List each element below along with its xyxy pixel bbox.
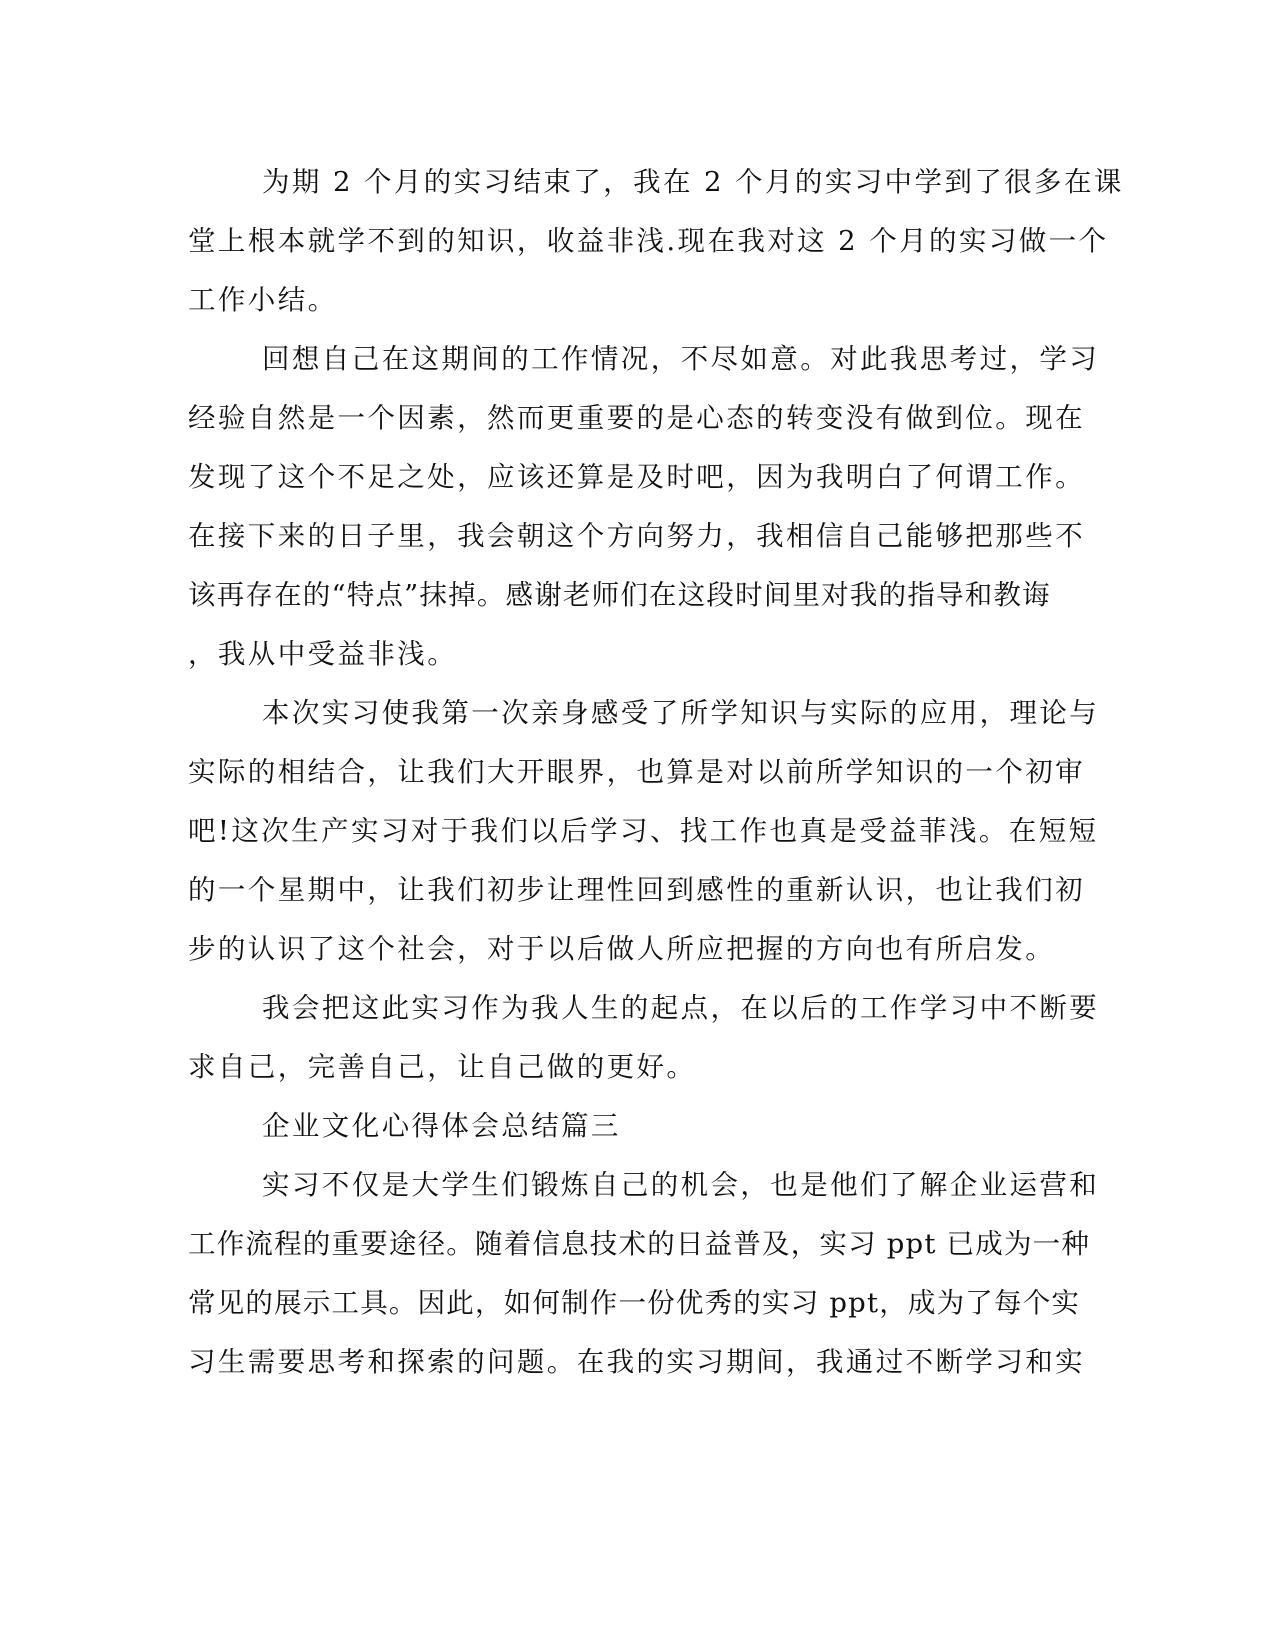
paragraph-1-line-3: 工作小结。 [188,284,338,316]
paragraph-3-line-3: 吧!这次生产实习对于我们以后学习、找工作也真是受益菲浅。在短短 [188,815,1099,847]
section-heading: 企业文化心得体会总结篇三 [262,1110,621,1142]
paragraph-2-line-1: 回想自己在这期间的工作情况，不尽如意。对此我思考过，学习 [262,343,1100,375]
paragraph-5-line-1: 实习不仅是大学生们锻炼自己的机会，也是他们了解企业运营和 [262,1169,1100,1201]
paragraph-4-line-1: 我会把这此实习作为我人生的起点，在以后的工作学习中不断要 [262,992,1100,1024]
paragraph-2-line-2: 经验自然是一个因素，然而更重要的是心态的转变没有做到位。现在 [188,402,1085,434]
paragraph-1-line-2: 堂上根本就学不到的知识，收益非浅.现在我对这 2 个月的实习做一个 [188,225,1109,257]
paragraph-3-line-2: 实际的相结合，让我们大开眼界，也算是对以前所学知识的一个初审 [188,756,1085,788]
paragraph-5-line-3: 常见的展示工具。因此，如何制作一份优秀的实习 ppt，成为了每个实 [188,1287,1081,1319]
paragraph-2-line-3: 发现了这个不足之处，应该还算是及时吧，因为我明白了何谓工作。 [188,461,1085,493]
paragraph-4-line-2: 求自己，完善自己，让自己做的更好。 [188,1051,697,1083]
paragraph-3-line-4: 的一个星期中，让我们初步让理性回到感性的重新认识，也让我们初 [188,874,1085,906]
paragraph-2-line-5: 该再存在的“特点”抹掉。感谢老师们在这段时间里对我的指导和教诲 [188,579,1051,611]
paragraph-3-line-5: 步的认识了这个社会，对于以后做人所应把握的方向也有所启发。 [188,933,1056,965]
paragraph-1-line-1: 为期 2 个月的实习结束了，我在 2 个月的实习中学到了很多在课 [262,166,1124,198]
paragraph-3-line-1: 本次实习使我第一次亲身感受了所学知识与实际的应用，理论与 [262,697,1100,729]
paragraph-5-line-4: 习生需要思考和探索的问题。在我的实习期间，我通过不断学习和实 [188,1346,1085,1378]
paragraph-5-line-2: 工作流程的重要途径。随着信息技术的日益普及，实习 ppt 已成为一种 [188,1228,1091,1260]
paragraph-2-line-6: ，我从中受益非浅。 [188,638,458,670]
paragraph-2-line-4: 在接下来的日子里，我会朝这个方向努力，我相信自己能够把那些不 [188,520,1085,552]
